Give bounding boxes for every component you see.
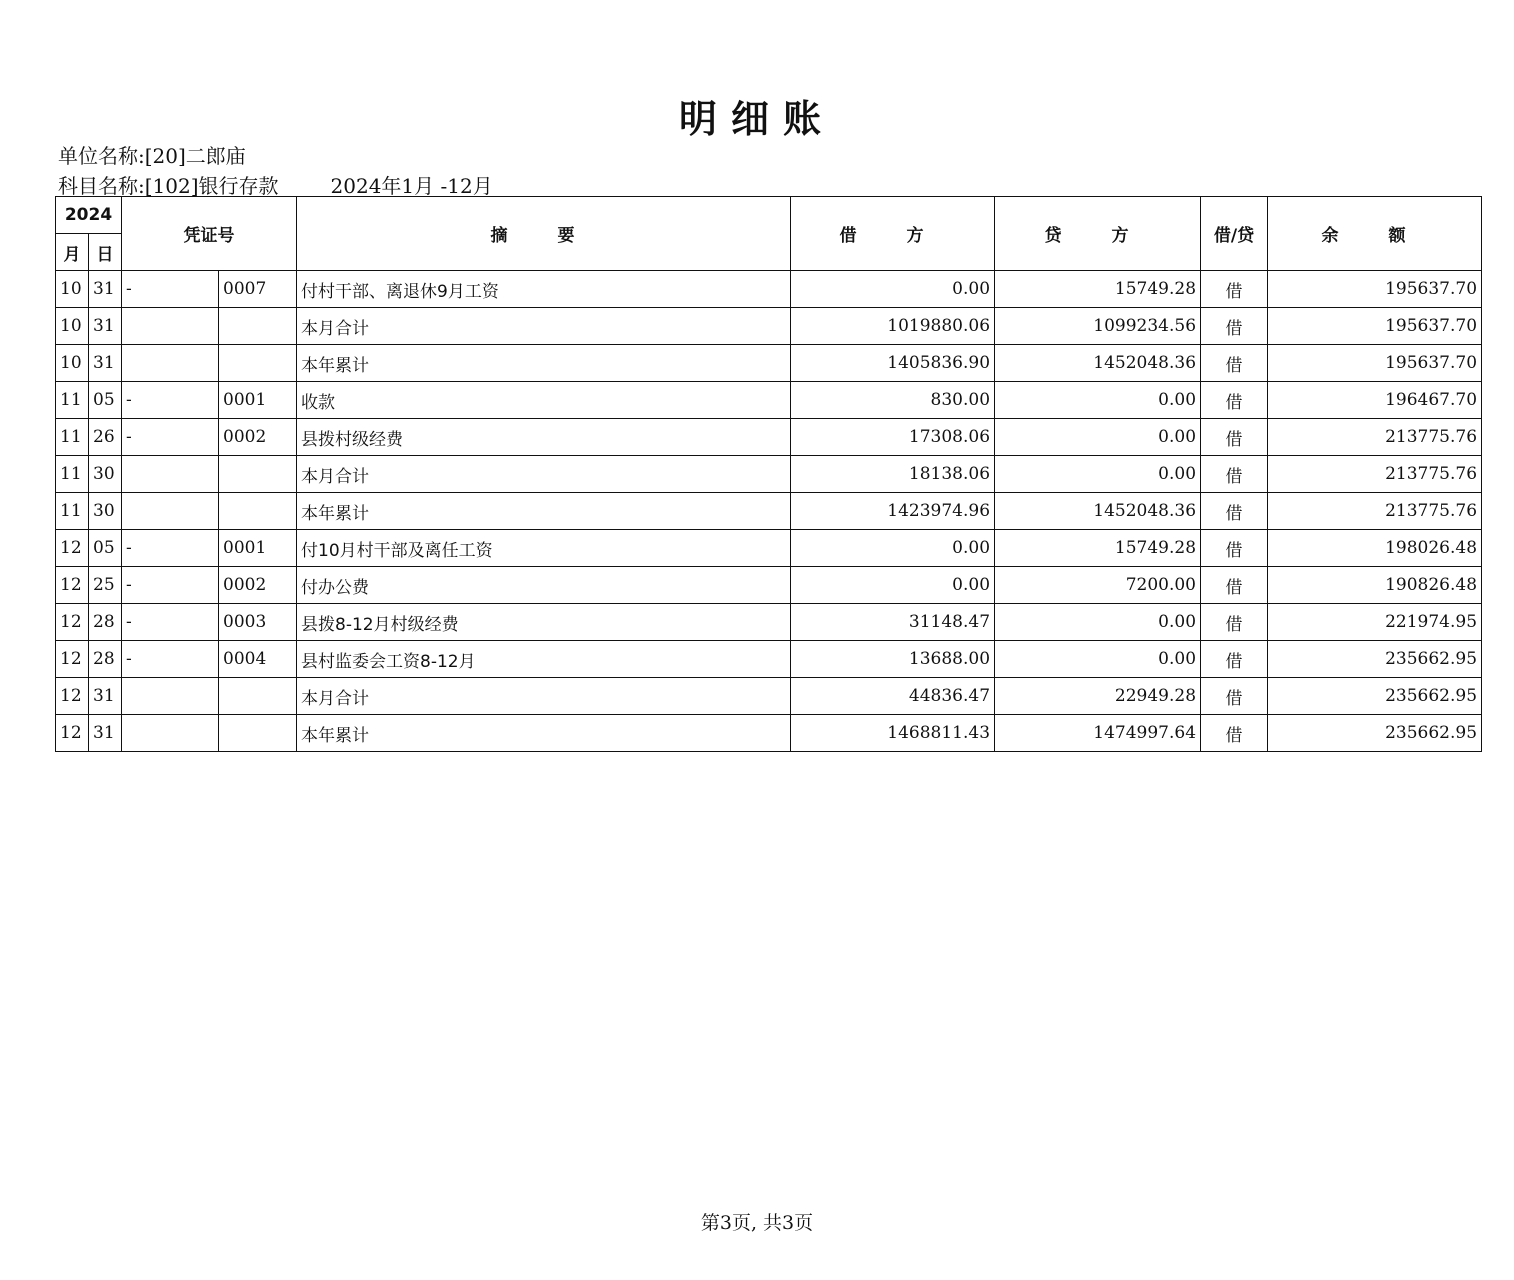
- voucher-number-cell: [219, 456, 297, 493]
- month-header: 月: [56, 234, 89, 271]
- dc-header: 借/贷: [1201, 197, 1268, 271]
- table-row: [56, 456, 1482, 493]
- credit-cell: 0.00: [995, 382, 1201, 419]
- balance-cell: 196467.70: [1268, 382, 1482, 419]
- summary-cell: 县拨8-12月村级经费: [297, 604, 791, 641]
- credit-cell: 0.00: [995, 641, 1201, 678]
- debit-cell: 31148.47: [791, 604, 995, 641]
- voucher-type-cell: -: [122, 567, 219, 604]
- balance-cell: 195637.70: [1268, 271, 1482, 308]
- subject-name: 科目名称:[102]银行存款: [58, 174, 279, 198]
- voucher-type-cell: [122, 345, 219, 382]
- table-row: [56, 271, 1482, 308]
- debit-cell: 0.00: [791, 567, 995, 604]
- voucher-type-cell: -: [122, 271, 219, 308]
- balance-cell: 213775.76: [1268, 456, 1482, 493]
- table-row: [56, 493, 1482, 530]
- voucher-type-cell: [122, 715, 219, 752]
- dc-cell: 借: [1201, 345, 1268, 382]
- page-number: 第3页, 共3页: [700, 1212, 814, 1234]
- table-row: [56, 567, 1482, 604]
- month-cell: 10: [56, 308, 89, 345]
- ledger-table: [55, 196, 1482, 752]
- day-cell: 31: [89, 715, 122, 752]
- dc-cell: 借: [1201, 641, 1268, 678]
- day-cell: 28: [89, 641, 122, 678]
- balance-cell: 235662.95: [1268, 678, 1482, 715]
- voucher-type-cell: [122, 493, 219, 530]
- credit-header: 贷 方: [995, 197, 1201, 271]
- month-cell: 10: [56, 345, 89, 382]
- summary-cell: 收款: [297, 382, 791, 419]
- summary-cell: 本年累计: [297, 715, 791, 752]
- voucher-number-cell: 0001: [219, 530, 297, 567]
- table-row: [56, 345, 1482, 382]
- table-row: [56, 530, 1482, 567]
- balance-cell: 235662.95: [1268, 715, 1482, 752]
- debit-cell: 1405836.90: [791, 345, 995, 382]
- voucher-type-cell: -: [122, 382, 219, 419]
- voucher-number-cell: [219, 493, 297, 530]
- debit-header: 借 方: [791, 197, 995, 271]
- year-header: 2024: [56, 197, 122, 234]
- credit-cell: 1099234.56: [995, 308, 1201, 345]
- credit-cell: 1452048.36: [995, 345, 1201, 382]
- debit-cell: 1423974.96: [791, 493, 995, 530]
- voucher-number-cell: 0007: [219, 271, 297, 308]
- month-cell: 11: [56, 419, 89, 456]
- summary-cell: 本年累计: [297, 345, 791, 382]
- voucher-type-cell: [122, 308, 219, 345]
- month-cell: 10: [56, 271, 89, 308]
- voucher-type-cell: -: [122, 530, 219, 567]
- balance-cell: 195637.70: [1268, 345, 1482, 382]
- voucher-type-cell: -: [122, 604, 219, 641]
- day-header: 日: [89, 234, 122, 271]
- day-cell: 05: [89, 382, 122, 419]
- debit-cell: 1468811.43: [791, 715, 995, 752]
- balance-cell: 221974.95: [1268, 604, 1482, 641]
- day-cell: 31: [89, 345, 122, 382]
- day-cell: 28: [89, 604, 122, 641]
- dc-cell: 借: [1201, 493, 1268, 530]
- day-cell: 31: [89, 271, 122, 308]
- balance-header: 余 额: [1268, 197, 1482, 271]
- dc-cell: 借: [1201, 456, 1268, 493]
- table-row: [56, 641, 1482, 678]
- month-cell: 11: [56, 493, 89, 530]
- summary-cell: 本年累计: [297, 493, 791, 530]
- month-cell: 12: [56, 678, 89, 715]
- credit-cell: 0.00: [995, 419, 1201, 456]
- dc-cell: 借: [1201, 567, 1268, 604]
- month-cell: 11: [56, 456, 89, 493]
- month-cell: 12: [56, 604, 89, 641]
- table-row: [56, 604, 1482, 641]
- period: 2024年1月 -12月: [330, 174, 493, 198]
- table-row: [56, 382, 1482, 419]
- summary-cell: 县拨村级经费: [297, 419, 791, 456]
- voucher-type-cell: -: [122, 419, 219, 456]
- balance-cell: 198026.48: [1268, 530, 1482, 567]
- day-cell: 31: [89, 308, 122, 345]
- dc-cell: 借: [1201, 271, 1268, 308]
- voucher-number-cell: [219, 678, 297, 715]
- voucher-number-cell: [219, 308, 297, 345]
- page-title: 明细账: [678, 97, 835, 141]
- dc-cell: 借: [1201, 308, 1268, 345]
- debit-cell: 13688.00: [791, 641, 995, 678]
- voucher-header: 凭证号: [122, 197, 297, 271]
- summary-cell: 县村监委会工资8-12月: [297, 641, 791, 678]
- credit-cell: 15749.28: [995, 271, 1201, 308]
- credit-cell: 22949.28: [995, 678, 1201, 715]
- voucher-type-cell: [122, 678, 219, 715]
- day-cell: 05: [89, 530, 122, 567]
- month-cell: 12: [56, 715, 89, 752]
- voucher-number-cell: 0002: [219, 567, 297, 604]
- debit-cell: 830.00: [791, 382, 995, 419]
- credit-cell: 15749.28: [995, 530, 1201, 567]
- balance-cell: 195637.70: [1268, 308, 1482, 345]
- debit-cell: 44836.47: [791, 678, 995, 715]
- voucher-type-cell: -: [122, 641, 219, 678]
- credit-cell: 1474997.64: [995, 715, 1201, 752]
- month-cell: 11: [56, 382, 89, 419]
- summary-cell: 付村干部、离退休9月工资: [297, 271, 791, 308]
- debit-cell: 0.00: [791, 271, 995, 308]
- month-cell: 12: [56, 567, 89, 604]
- day-cell: 25: [89, 567, 122, 604]
- voucher-number-cell: 0004: [219, 641, 297, 678]
- credit-cell: 7200.00: [995, 567, 1201, 604]
- day-cell: 26: [89, 419, 122, 456]
- month-cell: 12: [56, 530, 89, 567]
- table-row: [56, 678, 1482, 715]
- month-cell: 12: [56, 641, 89, 678]
- balance-cell: 190826.48: [1268, 567, 1482, 604]
- dc-cell: 借: [1201, 419, 1268, 456]
- credit-cell: 0.00: [995, 604, 1201, 641]
- voucher-number-cell: 0003: [219, 604, 297, 641]
- debit-cell: 17308.06: [791, 419, 995, 456]
- credit-cell: 1452048.36: [995, 493, 1201, 530]
- dc-cell: 借: [1201, 715, 1268, 752]
- debit-cell: 1019880.06: [791, 308, 995, 345]
- summary-cell: 本月合计: [297, 678, 791, 715]
- day-cell: 30: [89, 456, 122, 493]
- ledger-body: [56, 271, 1482, 752]
- dc-cell: 借: [1201, 678, 1268, 715]
- debit-cell: 18138.06: [791, 456, 995, 493]
- voucher-number-cell: 0001: [219, 382, 297, 419]
- dc-cell: 借: [1201, 382, 1268, 419]
- voucher-number-cell: [219, 715, 297, 752]
- summary-cell: 付10月村干部及离任工资: [297, 530, 791, 567]
- debit-cell: 0.00: [791, 530, 995, 567]
- dc-cell: 借: [1201, 604, 1268, 641]
- day-cell: 31: [89, 678, 122, 715]
- ledger-header: [56, 197, 1482, 271]
- summary-cell: 本月合计: [297, 308, 791, 345]
- voucher-number-cell: 0002: [219, 419, 297, 456]
- summary-header: 摘 要: [297, 197, 791, 271]
- voucher-number-cell: [219, 345, 297, 382]
- table-row: [56, 419, 1482, 456]
- balance-cell: 235662.95: [1268, 641, 1482, 678]
- summary-cell: 付办公费: [297, 567, 791, 604]
- dc-cell: 借: [1201, 530, 1268, 567]
- day-cell: 30: [89, 493, 122, 530]
- table-row: [56, 715, 1482, 752]
- balance-cell: 213775.76: [1268, 493, 1482, 530]
- subject-line: [58, 170, 493, 199]
- balance-cell: 213775.76: [1268, 419, 1482, 456]
- voucher-type-cell: [122, 456, 219, 493]
- unit-name: 单位名称:[20]二郎庙: [58, 144, 246, 168]
- credit-cell: 0.00: [995, 456, 1201, 493]
- summary-cell: 本月合计: [297, 456, 791, 493]
- table-row: [56, 308, 1482, 345]
